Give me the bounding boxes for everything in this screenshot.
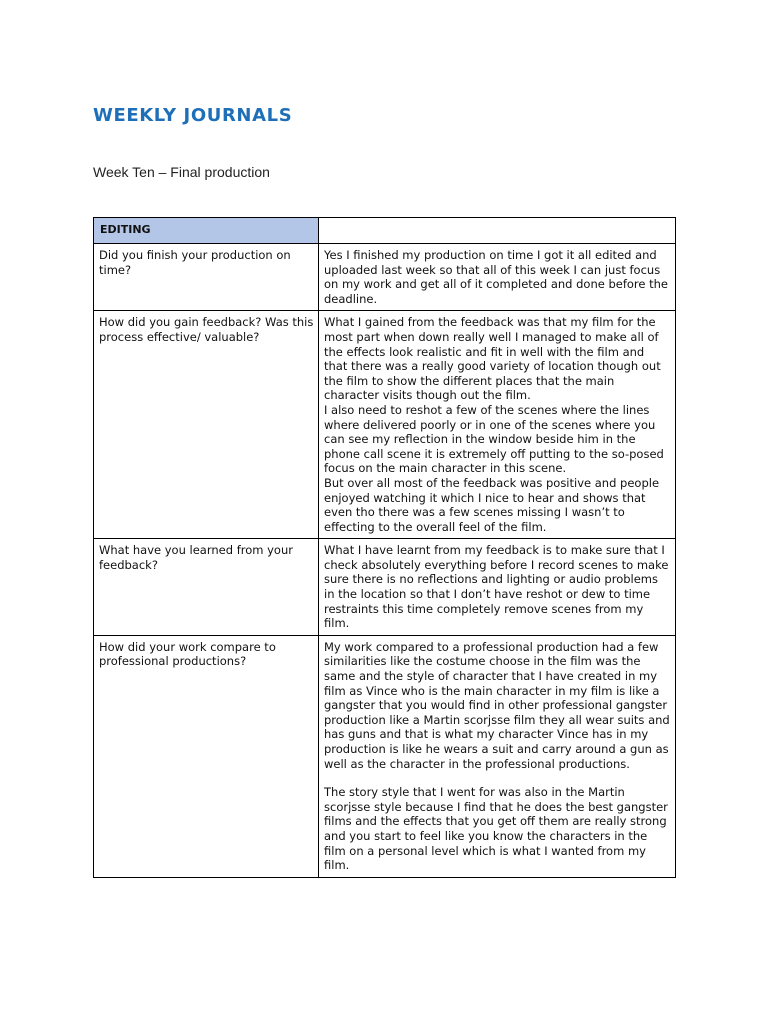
answer-paragraph: But over all most of the feedback was positive and people enjoyed watching it which I nice to hear and shows that even tho there was a few scenes missing I wasn’t to effecting to the overall feel of the film.	[324, 475, 660, 534]
question-cell: Did you finish your production on time?	[94, 244, 319, 311]
answer-paragraph: I also need to reshot a few of the scenes where the lines where delivered poorly or in one of the scenes where you can see my reflection in the window beside him in the phone call scene it is extremely off putting to the so-posed focus on the main character in this scene.	[324, 402, 664, 476]
question-cell: What have you learned from your feedback?	[94, 539, 319, 636]
section-label: EDITING	[94, 218, 319, 244]
question-cell: How did you gain feedback? Was this process effective/ valuable?	[94, 311, 319, 539]
section-value	[319, 218, 676, 244]
question-cell: How did your work compare to professional productions?	[94, 635, 319, 877]
table-row	[94, 311, 676, 539]
answer-cell	[319, 539, 676, 636]
answer-cell	[319, 311, 676, 539]
answer-cell	[319, 244, 676, 311]
answer-paragraph: My work compared to a professional production had a few similarities like the costume choose in the film was the same and the style of character that I have created in my film as Vince who is the main character in my film is like a gangster that you would find in other professional gangster production like a Martin scorjsse film they all wear suits and has guns and that is what my character Vince has in my production is like he wears a suit and carry around a gun as well as the character in the professional productions.	[324, 639, 670, 771]
table-row	[94, 244, 676, 311]
answer-paragraph: The story style that I went for was also in the Martin scorjsse style because I find that he does the best gangster films and the effects that you get off them are really strong and you start to feel like you know the characters in the film on a personal level which is what I wanted from my film.	[324, 785, 668, 873]
answer-cell	[319, 635, 676, 877]
table-row	[94, 539, 676, 636]
section-header-row	[94, 218, 676, 244]
page-title: WEEKLY JOURNALS	[93, 105, 293, 126]
answer-paragraph: What I have learnt from my feedback is to make sure that I check absolutely everything before I record scenes to make sure there is no reflections and lighting or audio problems in the location so that I don’t have reshot or dew to time restraints this time completely remove scenes from my film.	[324, 543, 669, 631]
answer-paragraph: What I gained from the feedback was that my film for the most part when down really well I managed to make all of the effects look realistic and fit in well with the film and that there was a really good variety of location though out the film to show the different places that the main character visits though out the film.	[324, 315, 661, 403]
journal-table	[93, 217, 676, 878]
page-subtitle: Week Ten – Final production	[93, 164, 270, 180]
answer-paragraph: Yes I finished my production on time I got it all edited and uploaded last week so that all of this week I can just focus on my work and get all of it completed and done before the deadline.	[324, 248, 669, 306]
table-row	[94, 635, 676, 877]
